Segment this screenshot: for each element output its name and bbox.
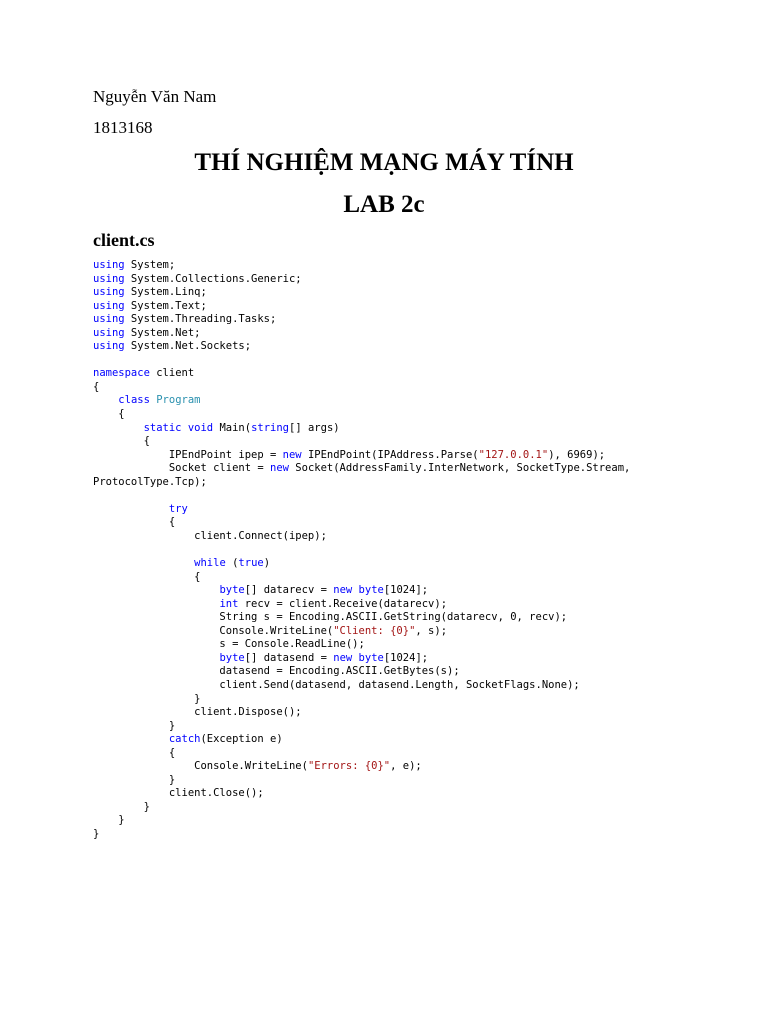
code-keyword: static (143, 421, 182, 434)
code-text: client.Dispose(); (93, 706, 302, 719)
code-line (93, 313, 743, 327)
code-text: System.Linq; (124, 286, 207, 299)
code-text: } (93, 719, 176, 732)
code-keyword: using (93, 259, 125, 271)
code-text: { (93, 408, 125, 421)
code-line (93, 679, 743, 693)
code-keyword: string (251, 421, 290, 434)
code-line (93, 489, 743, 503)
code-keyword: using (93, 272, 125, 285)
code-text: (Exception e) (200, 733, 283, 746)
code-text: ), 6969); (548, 448, 606, 461)
code-line (93, 462, 743, 476)
code-line (93, 340, 743, 354)
code-keyword: using (93, 326, 125, 339)
code-text: client.Send(datasend, datasend.Length, SocketFlags.None); (93, 678, 580, 691)
code-text: System.Threading.Tasks; (124, 313, 277, 326)
code-keyword: int (219, 597, 239, 610)
code-keyword: true (238, 557, 264, 570)
code-text: , e); (390, 760, 422, 773)
code-line (93, 611, 743, 625)
code-text: IPEndPoint ipep = (93, 448, 283, 461)
code-text: client (149, 367, 195, 380)
code-text: } (93, 773, 176, 786)
code-text: [1024]; (383, 584, 429, 597)
code-text (93, 557, 194, 569)
code-line (93, 422, 743, 436)
student-id: 1813168 (93, 118, 153, 137)
code-text: ( (225, 557, 239, 570)
code-text: { (93, 435, 150, 448)
code-line (93, 584, 743, 598)
code-line (93, 787, 743, 801)
code-text: client.Close(); (93, 787, 264, 800)
code-line (93, 408, 743, 422)
code-keyword: using (93, 313, 125, 326)
code-line (93, 828, 743, 842)
code-text: s = Console.ReadLine(); (93, 638, 365, 651)
code-text (93, 652, 219, 664)
code-text: { (93, 570, 201, 583)
code-text: } (93, 692, 201, 705)
code-keyword: while (194, 557, 226, 570)
code-text: [] datarecv = (244, 584, 334, 597)
lab-subtitle: LAB 2c (343, 191, 425, 218)
code-string: "Errors: {0}" (307, 760, 391, 773)
code-string: "Client: {0}" (333, 624, 416, 637)
code-line (93, 747, 743, 761)
code-text: [1024]; (383, 651, 429, 664)
code-keyword: new (282, 448, 302, 461)
code-text: , s); (415, 624, 448, 637)
code-keyword: byte (219, 584, 245, 597)
code-line (93, 665, 743, 679)
code-text: System.Net.Sockets; (124, 340, 252, 353)
code-text: String s = Encoding.ASCII.GetString(datarecv, 0, recv); (93, 611, 568, 624)
code-text (93, 733, 169, 745)
code-keyword: using (93, 286, 125, 299)
code-text: } (93, 827, 100, 840)
code-text: ) (263, 557, 271, 570)
code-line (93, 354, 743, 368)
code-text: System.Net; (124, 326, 201, 339)
code-line (93, 367, 743, 381)
document-title: THÍ NGHIỆM MẠNG MÁY TÍNH (194, 149, 574, 176)
code-line (93, 435, 743, 449)
code-text: IPEndPoint(IPAddress.Parse( (301, 448, 479, 461)
code-line (93, 706, 743, 720)
code-text: [] datasend = (244, 651, 334, 664)
code-keyword: catch (168, 733, 201, 746)
code-text (93, 598, 219, 610)
code-line (93, 381, 743, 395)
code-line (93, 733, 743, 747)
code-text (93, 584, 219, 596)
code-line (93, 516, 743, 530)
code-keyword: try (168, 502, 188, 515)
code-keyword: new (270, 462, 289, 475)
code-text: System.Text; (124, 299, 207, 312)
code-line (93, 300, 743, 314)
code-text: System; (124, 259, 176, 271)
code-line (93, 571, 743, 585)
code-string: "127.0.0.1" (478, 448, 549, 461)
code-line (93, 543, 743, 557)
code-text: recv = client.Receive(datarecv); (238, 597, 448, 610)
code-text: ProtocolType.Tcp); (93, 475, 207, 488)
code-keyword: byte (358, 584, 384, 597)
code-line (93, 693, 743, 707)
code-line (93, 259, 743, 273)
code-keyword: void (187, 421, 214, 434)
code-line (93, 801, 743, 815)
code-text: Socket(AddressFamily.InterNetwork, SocketType.Stream, (288, 462, 631, 475)
code-keyword: byte (358, 651, 384, 664)
code-text: { (93, 516, 176, 529)
code-text: } (93, 800, 150, 813)
code-text: { (93, 746, 176, 759)
code-line (93, 598, 743, 612)
code-line (93, 814, 743, 828)
code-keyword: using (93, 299, 125, 312)
code-keyword: class (118, 394, 150, 407)
code-keyword: new (333, 584, 353, 597)
code-line (93, 530, 743, 544)
code-line (93, 286, 743, 300)
code-line (93, 273, 743, 287)
code-text (93, 503, 169, 515)
code-text: { (93, 380, 100, 393)
code-line (93, 394, 743, 408)
author-name: Nguyễn Văn Nam (93, 87, 217, 106)
code-line (93, 720, 743, 734)
code-type: Program (156, 394, 201, 407)
code-line (93, 625, 743, 639)
code-line (93, 760, 743, 774)
code-text: Console.WriteLine( (93, 760, 308, 773)
code-line (93, 503, 743, 517)
code-line (93, 774, 743, 788)
code-text: Main( (213, 421, 252, 434)
code-text: } (93, 814, 125, 827)
code-text: Socket client = (93, 462, 271, 475)
code-text: client.Connect(ipep); (93, 529, 327, 542)
code-line (93, 557, 743, 571)
code-keyword: byte (219, 651, 245, 664)
code-text: datasend = Encoding.ASCII.GetBytes(s); (93, 665, 460, 678)
code-block (93, 259, 743, 842)
code-text: [] args) (289, 421, 340, 434)
code-text: Console.WriteLine( (93, 624, 334, 637)
code-line (93, 449, 743, 463)
code-line (93, 476, 743, 490)
code-line (93, 327, 743, 341)
code-text (93, 394, 118, 406)
code-line (93, 638, 743, 652)
code-keyword: namespace (93, 367, 150, 380)
code-text (93, 422, 144, 434)
code-line (93, 652, 743, 666)
code-text: System.Collections.Generic; (124, 272, 302, 285)
file-name-heading: client.cs (93, 230, 155, 250)
code-keyword: using (93, 340, 125, 353)
code-keyword: new (333, 651, 353, 664)
